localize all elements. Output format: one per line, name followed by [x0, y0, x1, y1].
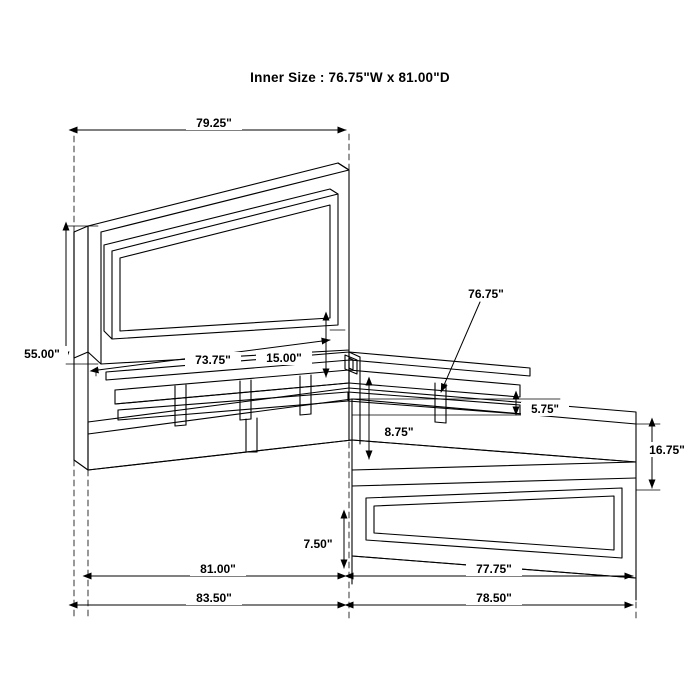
footboard-graphic — [352, 462, 636, 600]
dimension-label-footboard-depth: 77.75" — [476, 562, 512, 576]
extension-lines — [74, 130, 636, 620]
headboard-graphic — [74, 163, 357, 470]
page-title: Inner Size : 76.75"W x 81.00"D — [250, 70, 450, 85]
dimension-label-overall-length: 83.50" — [196, 591, 232, 605]
dimension-label-footboard-height: 16.75" — [649, 443, 685, 457]
dimension-label-headboard-width: 79.25" — [196, 116, 232, 130]
dimension-label-footboard-ground-clearance: 7.50" — [303, 537, 333, 551]
dimension-label-headboard-inner-width: 73.75" — [195, 353, 231, 367]
dimension-label-side-rail-height: 5.75" — [531, 404, 559, 416]
dimension-label-overall-depth: 78.50" — [476, 591, 512, 605]
dimension-label-slat-clearance: 8.75" — [384, 425, 414, 439]
dimension-label-mattress-inner-width: 76.75" — [468, 287, 504, 301]
dimension-label-inner-length: 81.00" — [200, 562, 236, 576]
dimension-label-headboard-panel-drop: 15.00" — [266, 351, 302, 365]
dimension-lines — [66, 130, 652, 605]
dimension-label-overall-height: 55.00" — [24, 347, 60, 361]
extension-lines-solid — [66, 226, 660, 570]
